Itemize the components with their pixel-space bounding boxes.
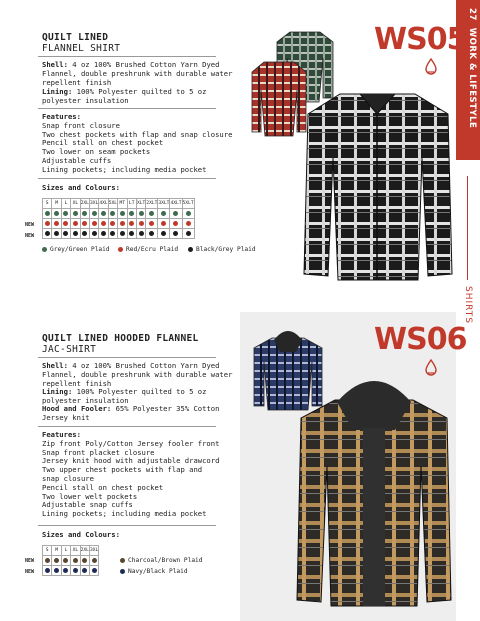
colour-dot bbox=[73, 231, 78, 236]
size-header-row bbox=[43, 199, 195, 209]
availability-cell bbox=[43, 566, 52, 576]
availability-cell bbox=[170, 219, 182, 229]
new-label: NEW bbox=[25, 569, 35, 575]
colour-dot bbox=[63, 211, 68, 216]
availability-cell bbox=[80, 229, 89, 239]
colour-dot bbox=[186, 221, 191, 226]
availability-cell bbox=[146, 219, 158, 229]
availability-cell bbox=[89, 229, 98, 239]
availability-cell bbox=[80, 566, 89, 576]
new-label: NEW bbox=[25, 222, 35, 228]
divider bbox=[38, 108, 216, 109]
ws05-lining: Lining: 100% Polyester quilted to 5 oz polyester insulation bbox=[42, 87, 207, 105]
ws05-sizes-heading: Sizes and Colours: bbox=[42, 183, 120, 192]
size-cell: 3XL bbox=[89, 199, 98, 209]
colour-dot bbox=[120, 211, 125, 216]
availability-cell bbox=[182, 229, 194, 239]
feature-item: Lining pockets; including media pocket bbox=[42, 164, 207, 174]
availability-cell bbox=[182, 219, 194, 229]
size-cell: 5XL bbox=[108, 199, 117, 209]
feature-item: Snap front closure bbox=[42, 120, 120, 130]
colour-dot bbox=[54, 558, 59, 563]
colour-dot bbox=[45, 558, 50, 563]
ws06-sizes-heading: Sizes and Colours: bbox=[42, 530, 120, 539]
size-cell: S bbox=[43, 546, 52, 556]
feature-item: Adjustable cuffs bbox=[42, 155, 112, 165]
feature-item: Two chest pockets with flap and snap closure bbox=[42, 129, 233, 139]
size-cell: 2XL bbox=[80, 199, 89, 209]
colour-dot bbox=[45, 568, 50, 573]
colour-dot bbox=[149, 221, 154, 226]
availability-cell bbox=[108, 229, 117, 239]
availability-cell bbox=[170, 229, 182, 239]
colour-dot bbox=[63, 568, 68, 573]
divider bbox=[38, 56, 216, 57]
divider bbox=[38, 426, 216, 427]
colour-dot bbox=[82, 221, 87, 226]
colour-row bbox=[43, 209, 195, 219]
availability-cell bbox=[127, 209, 136, 219]
colour-dot bbox=[45, 231, 50, 236]
colour-dot bbox=[139, 211, 144, 216]
size-cell: 4XLT bbox=[170, 199, 182, 209]
availability-cell bbox=[61, 209, 70, 219]
colour-dot bbox=[173, 221, 178, 226]
colour-dot bbox=[101, 211, 106, 216]
availability-cell bbox=[52, 566, 61, 576]
ws05-title-line2: FLANNEL SHIRT bbox=[42, 43, 121, 54]
ws05-black-shirt-image bbox=[300, 88, 455, 283]
availability-cell bbox=[136, 209, 145, 219]
ws06-legend-charcoal: Charcoal/Brown Plaid bbox=[120, 557, 203, 564]
availability-cell bbox=[99, 209, 108, 219]
availability-cell bbox=[158, 229, 170, 239]
size-cell: M bbox=[52, 199, 61, 209]
colour-dot bbox=[82, 558, 87, 563]
ws06-charcoal-shirt-image bbox=[295, 370, 453, 610]
feature-item: Jersey knit hood with adjustable drawcord bbox=[42, 456, 220, 466]
new-label: NEW bbox=[25, 233, 35, 239]
colour-dot bbox=[129, 231, 134, 236]
availability-cell bbox=[71, 229, 80, 239]
feature-item: Adjustable snap cuffs bbox=[42, 500, 133, 510]
colour-dot bbox=[92, 211, 97, 216]
colour-dot bbox=[54, 568, 59, 573]
ws06-size-table bbox=[42, 545, 99, 576]
colour-dot bbox=[110, 231, 115, 236]
colour-dot bbox=[139, 231, 144, 236]
availability-cell bbox=[136, 229, 145, 239]
colour-dot bbox=[101, 221, 106, 226]
size-cell: 3XL bbox=[89, 546, 98, 556]
ws05-title bbox=[42, 32, 120, 54]
availability-cell bbox=[182, 209, 194, 219]
size-header-row bbox=[43, 546, 99, 556]
availability-cell bbox=[52, 556, 61, 566]
ws05-features-heading: Features: bbox=[42, 112, 81, 121]
colour-dot bbox=[82, 211, 87, 216]
ws05-legend-red: Red/Ecru Plaid bbox=[118, 246, 178, 253]
availability-cell bbox=[108, 209, 117, 219]
ws06-title bbox=[42, 333, 199, 355]
colour-swatch bbox=[118, 247, 123, 252]
ws05-product-code: WS05 bbox=[374, 22, 467, 57]
size-cell: L bbox=[61, 199, 70, 209]
divider bbox=[38, 178, 216, 179]
feature-item: Two lower welt pockets bbox=[42, 491, 138, 501]
colour-dot bbox=[54, 231, 59, 236]
availability-cell bbox=[146, 229, 158, 239]
size-cell: 3XLT bbox=[158, 199, 170, 209]
availability-cell bbox=[127, 229, 136, 239]
availability-cell bbox=[71, 556, 80, 566]
availability-cell bbox=[71, 219, 80, 229]
colour-dot bbox=[120, 221, 125, 226]
colour-dot bbox=[92, 221, 97, 226]
ws06-product-code: WS06 bbox=[374, 322, 467, 357]
size-cell: L bbox=[61, 546, 70, 556]
size-cell: 4XL bbox=[99, 199, 108, 209]
ws06-title-line2: JAC-SHIRT bbox=[42, 344, 97, 355]
colour-dot bbox=[63, 558, 68, 563]
ws06-legend-navy: Navy/Black Plaid bbox=[120, 568, 188, 575]
ws06-hood: Hood and Fooler: 65% Polyester 35% Cotton Jersey knit bbox=[42, 404, 220, 422]
ws05-title-line1: QUILT LINED bbox=[42, 32, 109, 43]
colour-dot bbox=[73, 211, 78, 216]
feature-item: Lining pockets; including media pocket bbox=[42, 509, 207, 519]
colour-dot bbox=[73, 221, 78, 226]
availability-cell bbox=[61, 566, 70, 576]
feature-item: Two upper chest pockets with flap and bbox=[42, 465, 203, 475]
ws05-legend-green: Grey/Green Plaid bbox=[42, 246, 110, 253]
availability-cell bbox=[89, 556, 98, 566]
colour-dot bbox=[129, 221, 134, 226]
colour-dot bbox=[63, 221, 68, 226]
section-tab-label: 27 WORK & LIFESTYLE bbox=[467, 8, 477, 129]
divider bbox=[38, 525, 216, 526]
colour-dot bbox=[110, 221, 115, 226]
ws06-lining: Lining: 100% Polyester quilted to 5 oz polyester insulation bbox=[42, 387, 207, 405]
ws05-shell: Shell: 4 oz 100% Brushed Cotton Yarn Dyed Flannel, double preshrunk with durable water repellent finish bbox=[42, 60, 233, 87]
colour-dot bbox=[92, 558, 97, 563]
availability-cell bbox=[43, 209, 52, 219]
availability-cell bbox=[99, 229, 108, 239]
availability-cell bbox=[80, 209, 89, 219]
colour-dot bbox=[45, 211, 50, 216]
feature-item: Pencil stall on chest pocket bbox=[42, 482, 164, 492]
colour-dot bbox=[173, 211, 178, 216]
feature-item: snap closure bbox=[42, 473, 94, 483]
availability-cell bbox=[43, 556, 52, 566]
colour-dot bbox=[82, 568, 87, 573]
availability-cell bbox=[118, 219, 127, 229]
availability-cell bbox=[43, 229, 52, 239]
divider bbox=[38, 357, 216, 358]
colour-dot bbox=[173, 231, 178, 236]
category-label: SHIRTS bbox=[463, 286, 473, 324]
size-cell: 2XL bbox=[80, 546, 89, 556]
availability-cell bbox=[89, 566, 98, 576]
colour-dot bbox=[54, 221, 59, 226]
ws05-features bbox=[42, 113, 242, 175]
colour-dot bbox=[161, 231, 166, 236]
colour-row bbox=[43, 566, 99, 576]
colour-dot bbox=[82, 231, 87, 236]
availability-cell bbox=[71, 209, 80, 219]
colour-dot bbox=[73, 558, 78, 563]
availability-cell bbox=[52, 219, 61, 229]
colour-swatch bbox=[120, 558, 125, 563]
feature-item: Zip front Poly/Cotton Jersey fooler front bbox=[42, 438, 220, 448]
availability-cell bbox=[61, 229, 70, 239]
colour-dot bbox=[149, 231, 154, 236]
colour-dot bbox=[149, 211, 154, 216]
colour-dot bbox=[63, 231, 68, 236]
size-cell: XL bbox=[71, 546, 80, 556]
availability-cell bbox=[43, 219, 52, 229]
ws06-features bbox=[42, 431, 242, 519]
size-cell: M bbox=[52, 546, 61, 556]
size-cell: XL bbox=[71, 199, 80, 209]
availability-cell bbox=[118, 229, 127, 239]
feature-item: Pencil stall on chest pocket bbox=[42, 138, 164, 148]
size-cell: MT bbox=[118, 199, 127, 209]
availability-cell bbox=[52, 209, 61, 219]
colour-dot bbox=[139, 221, 144, 226]
colour-swatch bbox=[120, 569, 125, 574]
availability-cell bbox=[80, 556, 89, 566]
colour-dot bbox=[129, 211, 134, 216]
ws05-size-table bbox=[42, 198, 195, 239]
ws06-title-line1: QUILT LINED HOODED FLANNEL bbox=[42, 333, 199, 344]
ws06-features-heading: Features: bbox=[42, 430, 81, 439]
colour-dot bbox=[110, 211, 115, 216]
availability-cell bbox=[127, 219, 136, 229]
availability-cell bbox=[136, 219, 145, 229]
availability-cell bbox=[89, 209, 98, 219]
new-label: NEW bbox=[25, 558, 35, 564]
availability-cell bbox=[146, 209, 158, 219]
colour-dot bbox=[73, 568, 78, 573]
size-cell: S bbox=[43, 199, 52, 209]
colour-dot bbox=[45, 221, 50, 226]
colour-swatch bbox=[188, 247, 193, 252]
size-cell: XLT bbox=[136, 199, 145, 209]
colour-row bbox=[43, 229, 195, 239]
availability-cell bbox=[99, 219, 108, 229]
colour-dot bbox=[186, 231, 191, 236]
colour-dot bbox=[186, 211, 191, 216]
availability-cell bbox=[118, 209, 127, 219]
tab-divider bbox=[467, 176, 468, 280]
colour-dot bbox=[161, 221, 166, 226]
feature-item: Snap front placket closure bbox=[42, 447, 155, 457]
colour-dot bbox=[92, 231, 97, 236]
availability-cell bbox=[108, 219, 117, 229]
ws06-shell: Shell: 4 oz 100% Brushed Cotton Yarn Dyed Flannel, double preshrunk with durable water repellent finish bbox=[42, 361, 233, 388]
colour-dot bbox=[54, 211, 59, 216]
ws05-legend-black: Black/Grey Plaid bbox=[188, 246, 256, 253]
availability-cell bbox=[61, 219, 70, 229]
availability-cell bbox=[158, 209, 170, 219]
colour-dot bbox=[161, 211, 166, 216]
colour-swatch bbox=[42, 247, 47, 252]
colour-dot bbox=[92, 568, 97, 573]
size-cell: LT bbox=[127, 199, 136, 209]
availability-cell bbox=[61, 556, 70, 566]
size-cell: 2XLT bbox=[146, 199, 158, 209]
availability-cell bbox=[71, 566, 80, 576]
feature-item: Two lower on seam pockets bbox=[42, 147, 151, 157]
availability-cell bbox=[80, 219, 89, 229]
size-cell: 5XLT bbox=[182, 199, 194, 209]
colour-dot bbox=[101, 231, 106, 236]
availability-cell bbox=[158, 219, 170, 229]
colour-row bbox=[43, 556, 99, 566]
colour-dot bbox=[120, 231, 125, 236]
colour-row bbox=[43, 219, 195, 229]
availability-cell bbox=[89, 219, 98, 229]
availability-cell bbox=[52, 229, 61, 239]
availability-cell bbox=[170, 209, 182, 219]
water-repellent-icon bbox=[424, 58, 438, 76]
